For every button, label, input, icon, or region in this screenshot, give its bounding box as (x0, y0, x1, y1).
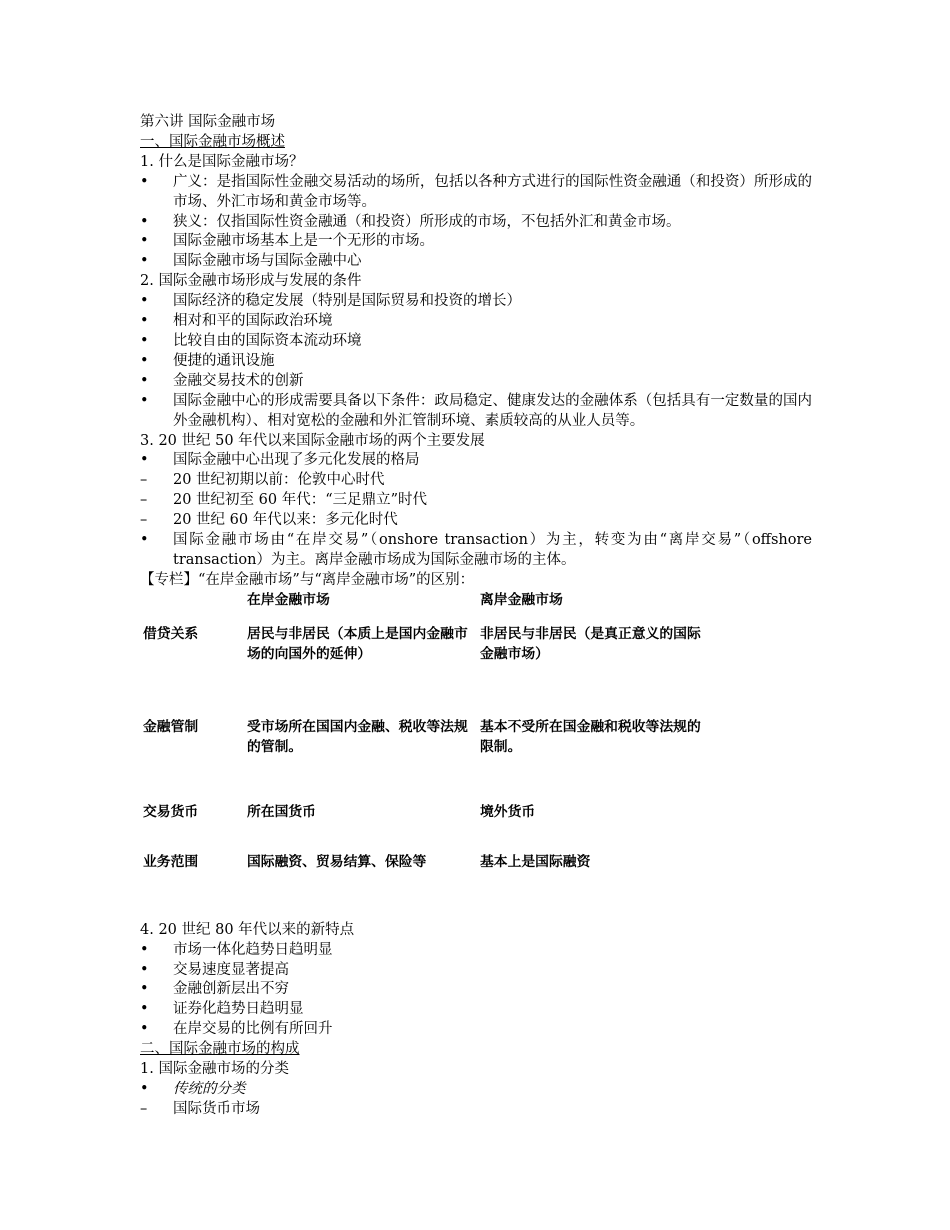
list-item (140, 1080, 812, 1100)
bullet-marker: • (140, 532, 149, 549)
list-item (140, 471, 812, 491)
bullet-marker: • (140, 293, 149, 310)
dash-marker: – (140, 512, 148, 529)
list-item-text: 交易速度显著提高 (173, 961, 289, 978)
section-heading-1: 一、国际金融市场概述 (140, 133, 285, 150)
bullet-marker: • (140, 213, 149, 230)
list-item (140, 332, 812, 352)
list-item (140, 312, 812, 332)
list-item (140, 980, 812, 1000)
list-item (140, 941, 812, 961)
list-item-text: 国际货币市场 (173, 1100, 260, 1117)
list-item (140, 232, 812, 252)
list-item-text: 金融交易技术的创新 (173, 372, 304, 389)
question-4: 4. 20 世纪 80 年代以来的新特点 (140, 921, 355, 938)
list-item-text: 20 世纪初至 60 年代：“三足鼎立”时代 (173, 492, 428, 509)
column-note: 【专栏】“在岸金融市场”与“离岸金融市场”的区别： (140, 571, 475, 588)
table-cell: 国际融资、贸易结算、保险等 (247, 853, 427, 870)
list-item-text: 便捷的通讯设施 (173, 352, 275, 369)
list-item-text: 国际金融市场由“在岸交易”（onshore transaction）为主，转变为由“离岸交易”（offshore transaction）为主。离岸金融市场成为国际金融市场的主体。 (173, 532, 812, 568)
table-cell: 居民与非居民（本质上是国内金融市场的向国外的延伸） (247, 625, 468, 662)
table-cell: 所在国货币 (247, 803, 316, 820)
list-item (140, 1000, 812, 1020)
list-item-text: 国际经济的稳定发展（特别是国际贸易和投资的增长） (173, 293, 521, 310)
bullet-marker: • (140, 1081, 149, 1097)
table-cell: 受市场所在国国内金融、税收等法规的管制。 (247, 718, 468, 755)
question-2: 2. 国际金融市场形成与发展的条件 (140, 273, 362, 290)
list-item (140, 252, 812, 272)
dash-marker: – (140, 472, 148, 489)
list-item (140, 352, 812, 372)
bullet-marker: • (140, 173, 149, 190)
bullet-marker: • (140, 452, 149, 469)
table-cell: 境外货币 (480, 803, 536, 820)
list-item-text: 在岸交易的比例有所回升 (173, 1021, 333, 1038)
bullet-marker: • (140, 332, 149, 349)
list-item (140, 451, 812, 471)
list-item-text: 20 世纪 60 年代以来：多元化时代 (173, 512, 398, 529)
list-item (140, 392, 812, 432)
list-item (140, 531, 812, 571)
table-cell: 非居民与非居民（是真正意义的国际金融市场） (480, 625, 701, 662)
question-2-1: 1. 国际金融市场的分类 (140, 1061, 289, 1078)
list-item-text: 国际金融中心的形成需要具备以下条件：政局稳定、健康发达的金融体系（包括具有一定数量的国内外金融机构）、相对宽松的金融和外汇管制环境、素质较高的从业人员等。 (173, 392, 812, 429)
list-item-text: 比较自由的国际资本流动环境 (173, 332, 362, 349)
list-item (140, 292, 812, 312)
bullet-marker: • (140, 372, 149, 389)
table-row-label: 借贷关系 (143, 625, 199, 642)
list-item (140, 173, 812, 213)
bullet-marker: • (140, 253, 149, 270)
question-3: 3. 20 世纪 50 年代以来国际金融市场的两个主要发展 (140, 432, 485, 449)
list-item-text: 证券化趋势日趋明显 (173, 1001, 304, 1018)
bullet-marker: • (140, 1001, 149, 1018)
list-item (140, 491, 812, 511)
list-item-text: 市场一体化趋势日趋明显 (173, 941, 333, 958)
list-item-text: 传统的分类 (173, 1081, 246, 1097)
bullet-marker: • (140, 313, 149, 330)
bullet-marker: • (140, 961, 149, 978)
bullet-marker: • (140, 352, 149, 369)
list-item (140, 213, 812, 233)
list-item (140, 1020, 812, 1040)
table-row-label: 交易货币 (143, 803, 199, 820)
bullet-marker: • (140, 981, 149, 998)
table-row-label: 金融管制 (143, 718, 199, 735)
list-item-text: 相对和平的国际政治环境 (173, 313, 333, 330)
lecture-title: 第六讲 国际金融市场 (140, 114, 276, 130)
table-header: 离岸金融市场 (480, 591, 563, 608)
list-item-text: 狭义：仅指国际性资金融通（和投资）所形成的市场，不包括外汇和黄金市场。 (173, 213, 681, 230)
dash-marker: – (140, 492, 148, 509)
bullet-marker: • (140, 941, 149, 958)
table-cell: 基本上是国际融资 (480, 853, 591, 870)
table-header: 在岸金融市场 (247, 591, 330, 608)
list-item-text: 国际金融中心出现了多元化发展的格局 (173, 452, 420, 469)
question-1: 1. 什么是国际金融市场？ (140, 153, 304, 170)
document-body (140, 113, 812, 1120)
bullet-marker: • (140, 1021, 149, 1038)
list-item (140, 372, 812, 392)
list-item-text: 20 世纪初期以前：伦敦中心时代 (173, 472, 385, 489)
dash-marker: – (140, 1100, 148, 1117)
comparison-table (140, 591, 812, 921)
list-item-text: 广义：是指国际性金融交易活动的场所，包括以各种方式进行的国际性资金融通（和投资）所形成的市场、外汇市场和黄金市场等。 (173, 173, 812, 210)
list-item (140, 511, 812, 531)
section-heading-2: 二、国际金融市场的构成 (140, 1041, 300, 1058)
list-item (140, 1100, 812, 1120)
table-row-label: 业务范围 (143, 853, 199, 870)
list-item-text: 国际金融市场与国际金融中心 (173, 253, 362, 270)
list-item-text: 国际金融市场基本上是一个无形的市场。 (173, 233, 434, 250)
bullet-marker: • (140, 392, 149, 409)
bullet-marker: • (140, 233, 149, 250)
list-item-text: 金融创新层出不穷 (173, 981, 289, 998)
table-cell: 基本不受所在国金融和税收等法规的限制。 (480, 718, 701, 755)
list-item (140, 961, 812, 981)
